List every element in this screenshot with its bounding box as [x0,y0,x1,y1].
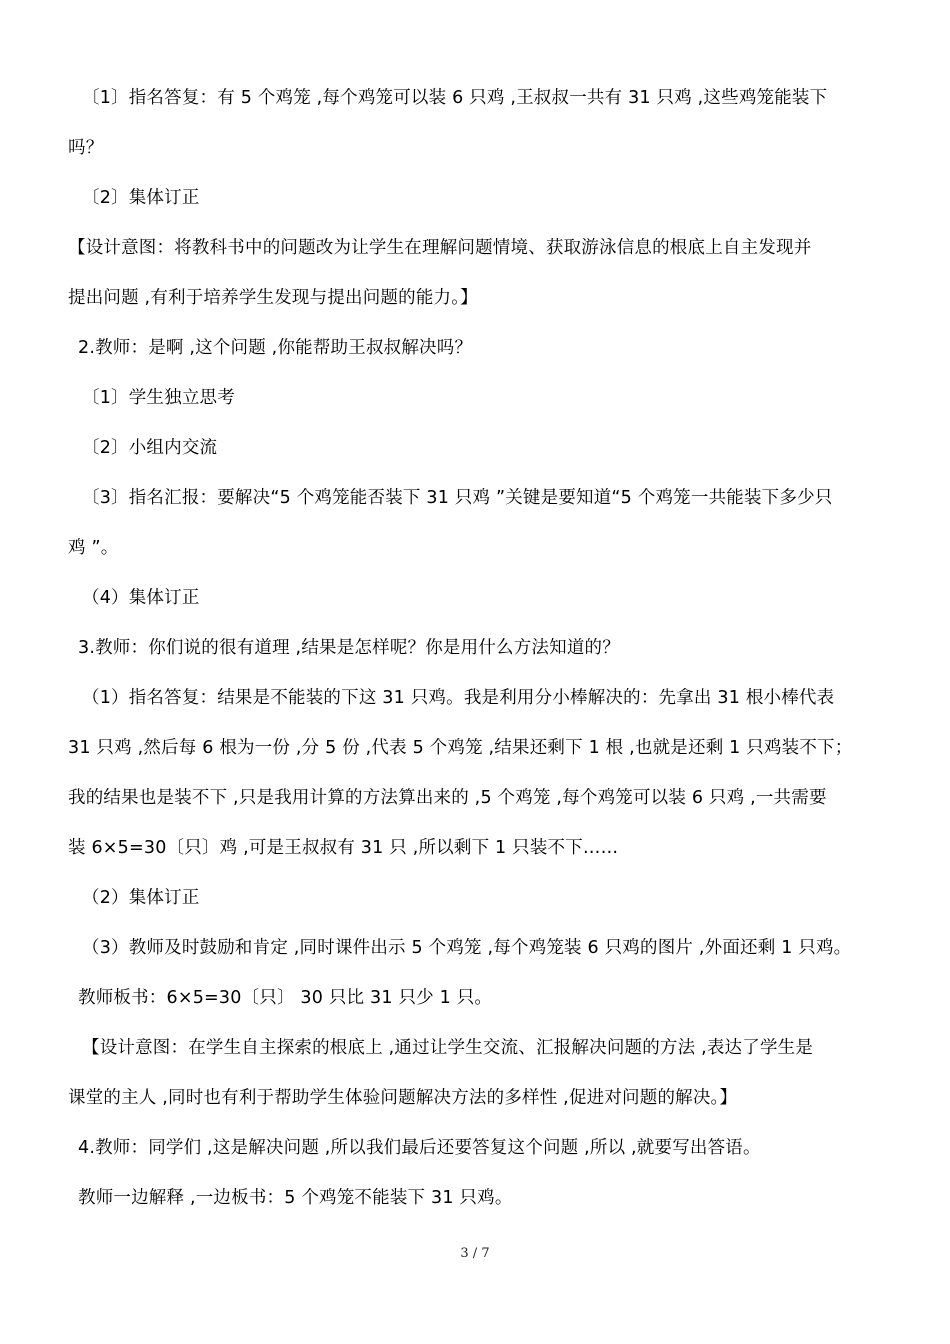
text-line: 【设计意图：在学生自主探索的根底上 ,通过让学生交流、汇报解决问题的方法 ,表达了学生是 [82,1038,814,1058]
text-line: 〔2〕小组内交流 [82,438,218,458]
text-line: 〔3〕指名汇报：要解决“5 个鸡笼能否装下 31 只鸡 ”关键是要知道“5 个鸡笼一共能装下多少只 [82,488,833,508]
text-line: 提出问题 ,有利于培养学生发现与提出问题的能力。】 [68,288,478,308]
text-line: 我的结果也是装不下 ,只是我用计算的方法算出来的 ,5 个鸡笼 ,每个鸡笼可以装 6 只鸡 ,一共需要 [68,788,827,808]
text-line: 教师板书：6×5=30〔只〕 30 只比 31 只少 1 只。 [78,988,493,1008]
text-line: 〔1〕指名答复：有 5 个鸡笼 ,每个鸡笼可以装 6 只鸡 ,王叔叔一共有 31 只鸡 ,这些鸡笼能装下 [82,88,828,108]
text-line: （3）教师及时鼓励和肯定 ,同时课件出示 5 个鸡笼 ,每个鸡笼装 6 只鸡的图片 ,外面还剩 1 只鸡。 [82,938,852,958]
text-line: 吗？ [68,138,104,158]
text-line: 教师一边解释 ,一边板书：5 个鸡笼不能装下 31 只鸡。 [78,1188,513,1208]
text-line: 课堂的主人 ,同时也有利于帮助学生体验问题解决方法的多样性 ,促进对问题的解决。】 [68,1088,738,1108]
text-line: 【设计意图：将教科书中的问题改为让学生在理解问题情境、获取游泳信息的根底上自主发现并 [68,238,812,258]
page-number: 3 / 7 [460,1246,490,1261]
text-line: 〔1〕学生独立思考 [82,388,235,408]
text-line: （4）集体订正 [82,588,200,608]
text-line: 鸡 ”。 [68,538,119,558]
text-line: （2）集体订正 [82,888,200,908]
text-line: 31 只鸡 ,然后每 6 根为一份 ,分 5 份 ,代表 5 个鸡笼 ,结果还剩下 1 根 ,也就是还剩 1 只鸡装不下； [68,738,853,758]
text-line: 装 6×5=30〔只〕鸡 ,可是王叔叔有 31 只 ,所以剩下 1 只装不下…… [68,838,619,858]
text-line: 3.教师：你们说的很有道理 ,结果是怎样呢？你是用什么方法知道的？ [78,638,620,658]
text-line: 2.教师：是啊 ,这个问题 ,你能帮助王叔叔解决吗？ [78,338,473,358]
text-line: （1）指名答复：结果是不能装的下这 31 只鸡。我是利用分小棒解决的：先拿出 31 根小棒代表 [82,688,835,708]
text-line: 〔2〕集体订正 [82,188,200,208]
text-line: 4.教师：同学们 ,这是解决问题 ,所以我们最后还要答复这个问题 ,所以 ,就要写出答语。 [78,1138,761,1158]
